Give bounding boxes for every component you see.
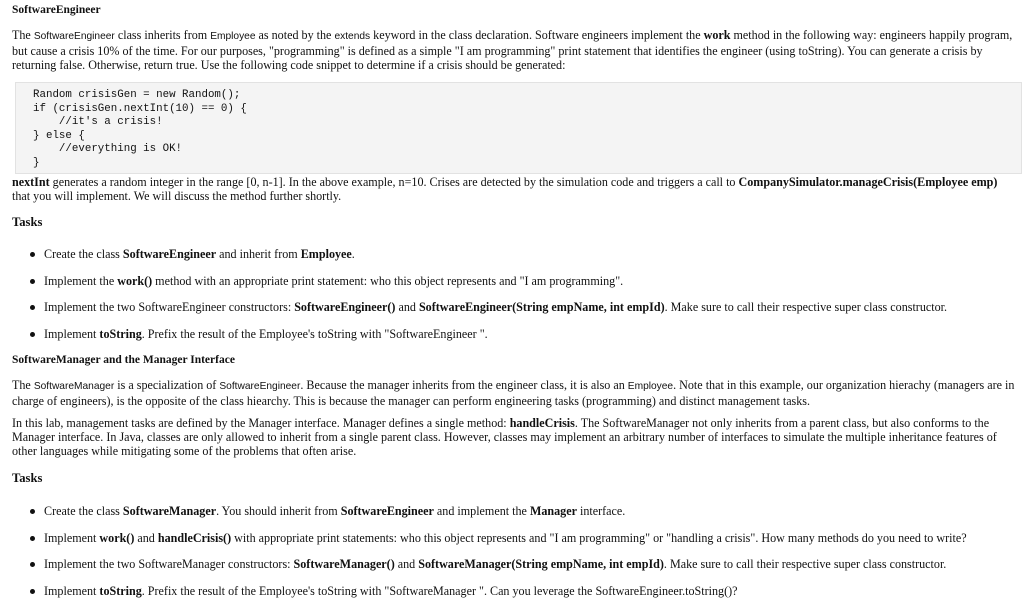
tasks-heading-1: Tasks [12,215,43,229]
bullet-dot [30,562,35,567]
bullet-dot [30,536,35,541]
manager-interface-explanation: In this lab, management tasks are defined by the Manager interface. Manager defines a single method: handleCrisis. The SoftwareManager not only inherits from a parent class, but also conforms to the Manager interface. In Java, classes are only allowed to inherit from a single parent class. However, classes may implement an arbitrary number of interfaces to simulate the multiple inheritance features of other languages while mitigating some of the problems that often arise. [12,416,997,458]
task-item: Implement the two SoftwareEngineer constructors: SoftwareEngineer() and SoftwareEngineer(String empName, int empId). Make sure to call their respective super class constructor. [44,300,948,314]
bullet-dot [30,279,35,284]
task-item: Implement toString. Prefix the result of the Employee's toString with "SoftwareManager ". Can you leverage the SoftwareEngineer.toString()? [44,584,738,598]
task-item: Implement the two SoftwareManager constructors: SoftwareManager() and SoftwareManager(String empName, int empId). Make sure to call their respective super class constructor. [44,557,947,571]
task-item: Implement work() and handleCrisis() with appropriate print statements: who this object represents and "I am programming" or "handling a crisis". How many methods do you need to write? [44,531,967,545]
task-item: Implement the work() method with an appropriate print statement: who this object represents and "I am programming". [44,274,624,288]
task-item: Create the class SoftwareEngineer and inherit from Employee. [44,247,355,261]
task-item: Implement toString. Prefix the result of the Employee's toString with "SoftwareEngineer ". [44,327,488,341]
section-title-software-manager: SoftwareManager and the Manager Interface [12,354,235,366]
bullet-dot [30,589,35,594]
nextint-explanation: nextInt generates a random integer in the range [0, n-1]. In the above example, n=10. Crises are detected by the simulation code and triggers a call to CompanySimulator.manageCrisis(Employee emp) that you will implement. We will discuss the method further shortly. [12,175,998,203]
tasks-heading-2: Tasks [12,471,43,485]
code-snippet [15,82,1022,174]
bullet-dot [30,305,35,310]
software-manager-intro: The SoftwareManager is a specialization of SoftwareEngineer. Because the manager inherits from the engineer class, it is also an Employee. Note that in this example, our organization hierachy (managers are in charge of engineers), is the opposite of the class hiearchy. This is because the manager can perform engineering tasks (programming) and distinct management tasks. [12,378,1015,408]
task-item: Create the class SoftwareManager. You should inherit from SoftwareEngineer and implement the Manager interface. [44,504,626,518]
bullet-dot [30,332,35,337]
bullet-dot [30,252,35,257]
code-text: Random crisisGen = new Random(); if (crisisGen.nextInt(10) == 0) { //it's a crisis! } else { //everything is OK! } [33,89,247,169]
bullet-dot [30,509,35,514]
software-engineer-intro: The SoftwareEngineer class inherits from Employee as noted by the extends keyword in the class declaration. Software engineers implement the work method in the following way: engineers happily program, but cause a crisis 10% of the time. For our purposes, "programming" is defined as a simple "I am programming" print statement that identifies the engineer (using toString). You can generate a crisis by returning false. Otherwise, return true. Use the following code snippet to determine if a crisis should be generated: [12,28,1013,72]
section-title-software-engineer: SoftwareEngineer [12,4,101,16]
